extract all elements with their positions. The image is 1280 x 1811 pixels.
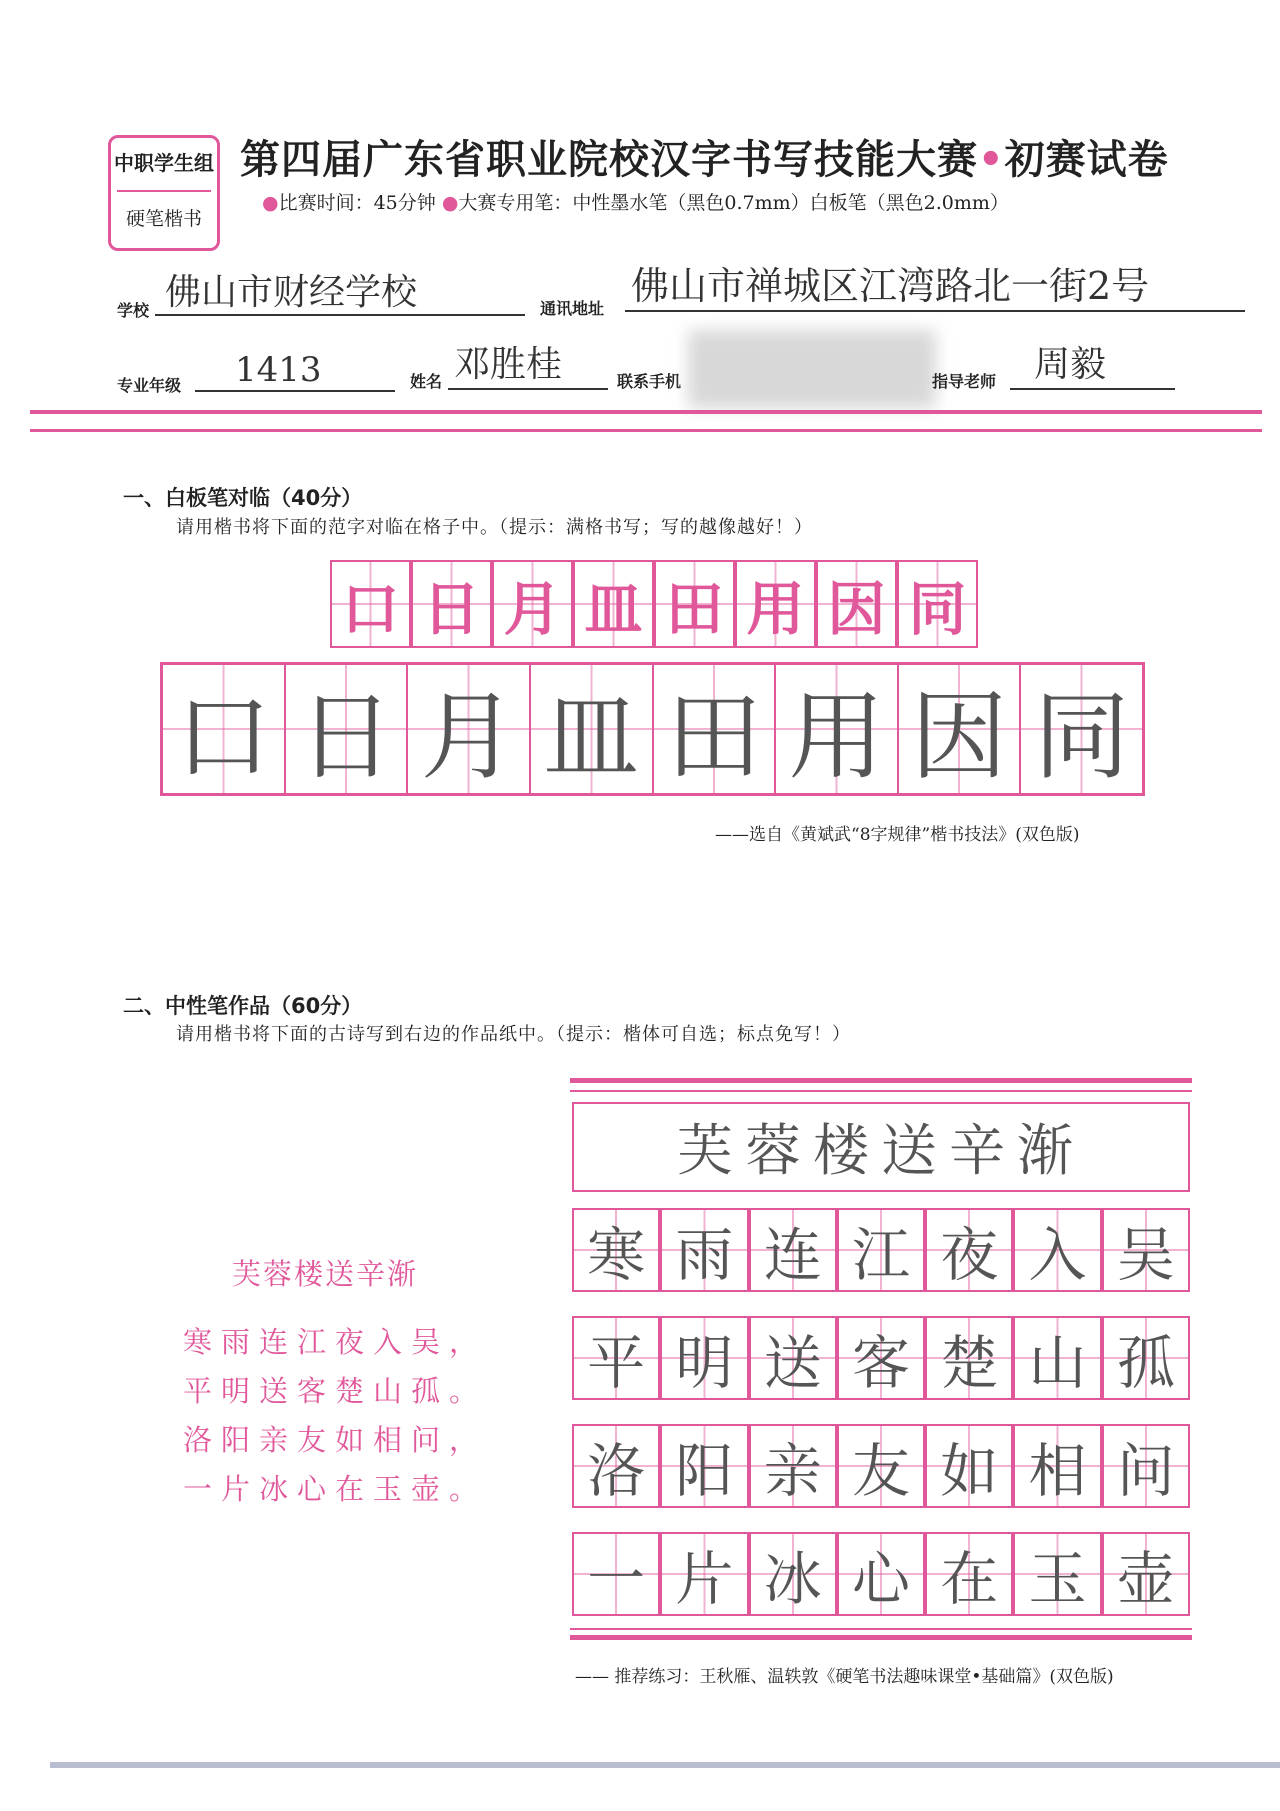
model-char: 月 bbox=[503, 575, 562, 643]
grade-label: 专业年级 bbox=[117, 376, 182, 395]
practice-cell[interactable] bbox=[775, 664, 898, 794]
work-grid-row bbox=[572, 1316, 1190, 1400]
grade-field[interactable] bbox=[195, 350, 395, 392]
work-char: 明 bbox=[675, 1329, 734, 1397]
work-cell[interactable] bbox=[749, 1316, 837, 1400]
work-char: 相 bbox=[1028, 1437, 1087, 1505]
model-char: 同 bbox=[908, 575, 967, 643]
work-cell[interactable] bbox=[925, 1532, 1013, 1616]
work-char: 山 bbox=[1028, 1329, 1087, 1397]
work-char: 友 bbox=[851, 1437, 910, 1505]
practice-char: 口 bbox=[175, 680, 272, 793]
school-label: 学校 bbox=[117, 301, 150, 320]
work-char: 一 bbox=[587, 1545, 646, 1613]
practice-char: 日 bbox=[297, 680, 394, 793]
practice-char: 月 bbox=[420, 680, 517, 793]
subtitle bbox=[262, 188, 1009, 215]
work-char: 送 bbox=[763, 1329, 822, 1397]
work-cell[interactable] bbox=[1013, 1532, 1101, 1616]
work-char: 连 bbox=[763, 1221, 822, 1289]
work-grid-row bbox=[572, 1532, 1190, 1616]
work-char: 在 bbox=[940, 1545, 999, 1613]
work-cell[interactable] bbox=[1102, 1208, 1190, 1292]
practice-cell[interactable] bbox=[1020, 664, 1143, 794]
teacher-label: 指导老师 bbox=[932, 372, 997, 391]
practice-cell[interactable] bbox=[530, 664, 653, 794]
model-char-cell bbox=[411, 560, 492, 648]
work-char: 冰 bbox=[763, 1545, 822, 1613]
model-char: 口 bbox=[341, 575, 400, 643]
section1-credit: ——选自《黄斌武“8字规律”楷书技法》(双色版) bbox=[715, 825, 1080, 845]
work-cell[interactable] bbox=[837, 1316, 925, 1400]
work-grid-row bbox=[572, 1208, 1190, 1292]
practice-char: 因 bbox=[911, 680, 1008, 793]
work-grid-row bbox=[572, 1424, 1190, 1508]
practice-char: 田 bbox=[665, 680, 762, 793]
practice-cell[interactable] bbox=[653, 664, 776, 794]
work-cell[interactable] bbox=[572, 1316, 660, 1400]
work-char: 吴 bbox=[1116, 1221, 1175, 1289]
model-char: 日 bbox=[422, 575, 481, 643]
subtitle-pens: 大赛专用笔：中性墨水笔（黑色0.7mm）白板笔（黑色2.0mm） bbox=[458, 192, 1009, 214]
model-characters-row bbox=[330, 560, 978, 648]
model-char-cell bbox=[654, 560, 735, 648]
section2-instruction: 请用楷书将下面的古诗写到右边的作品纸中。（提示：楷体可自选；标点免写！） bbox=[176, 1024, 851, 1045]
work-cell[interactable] bbox=[837, 1532, 925, 1616]
work-cell[interactable] bbox=[837, 1208, 925, 1292]
work-char: 楚 bbox=[940, 1329, 999, 1397]
work-char: 心 bbox=[851, 1545, 910, 1613]
teacher-value: 周毅 bbox=[1034, 344, 1107, 385]
footer-rule bbox=[50, 1762, 1280, 1768]
address-label: 通讯地址 bbox=[540, 299, 605, 318]
frame-top-bar-thin bbox=[570, 1090, 1192, 1092]
work-char: 孤 bbox=[1116, 1329, 1175, 1397]
frame-bottom-bar-thin bbox=[570, 1628, 1192, 1630]
section1-heading: 一、白板笔对临（40分） bbox=[123, 486, 363, 510]
school-field[interactable] bbox=[155, 272, 525, 316]
poem-title: 芙蓉楼送辛渐 bbox=[232, 1257, 419, 1291]
teacher-field[interactable] bbox=[1010, 342, 1175, 390]
work-cell[interactable] bbox=[837, 1424, 925, 1508]
address-field[interactable] bbox=[625, 262, 1245, 312]
work-char: 入 bbox=[1028, 1221, 1087, 1289]
category-badge bbox=[108, 135, 220, 251]
header-divider bbox=[30, 410, 1262, 414]
section2-credit: —— 推荐练习：王秋雁、温轶敦《硬笔书法趣味课堂•基础篇》(双色版) bbox=[575, 1667, 1114, 1687]
poem-line: 平明送客楚山孤。 bbox=[183, 1374, 488, 1408]
work-cell[interactable] bbox=[660, 1532, 748, 1616]
work-cell[interactable] bbox=[572, 1208, 660, 1292]
poem-line: 洛阳亲友如相问， bbox=[183, 1423, 488, 1457]
badge-divider bbox=[117, 190, 211, 192]
phone-field-redacted[interactable] bbox=[688, 330, 936, 408]
poem-line: 一片冰心在玉壶。 bbox=[183, 1472, 488, 1506]
practice-cell[interactable] bbox=[162, 664, 285, 794]
grade-value: 1413 bbox=[235, 350, 322, 390]
work-cell[interactable] bbox=[749, 1532, 837, 1616]
name-field[interactable] bbox=[448, 342, 608, 390]
work-cell[interactable] bbox=[749, 1208, 837, 1292]
work-cell[interactable] bbox=[1102, 1316, 1190, 1400]
page-title bbox=[240, 128, 1169, 185]
bullet-icon: ● bbox=[262, 192, 279, 214]
work-cell[interactable] bbox=[749, 1424, 837, 1508]
section2-heading: 二、中性笔作品（60分） bbox=[123, 994, 363, 1018]
practice-char: 皿 bbox=[543, 680, 640, 793]
work-cell[interactable] bbox=[1013, 1424, 1101, 1508]
work-char: 夜 bbox=[940, 1221, 999, 1289]
school-value: 佛山市财经学校 bbox=[165, 272, 418, 313]
work-cell[interactable] bbox=[1102, 1424, 1190, 1508]
work-cell[interactable] bbox=[1102, 1532, 1190, 1616]
work-char: 阳 bbox=[675, 1437, 734, 1505]
model-char-cell bbox=[330, 560, 411, 648]
name-label: 姓名 bbox=[410, 372, 443, 391]
work-title-box[interactable] bbox=[572, 1102, 1190, 1192]
header-divider-2 bbox=[30, 429, 1262, 432]
model-char-cell bbox=[816, 560, 897, 648]
bullet-icon: ● bbox=[441, 192, 459, 214]
practice-grid-row bbox=[160, 662, 1145, 796]
name-value: 邓胜桂 bbox=[454, 344, 563, 385]
address-value: 佛山市禅城区江湾路北一街2号 bbox=[631, 264, 1150, 308]
phone-label: 联系手机 bbox=[617, 372, 682, 391]
work-char: 问 bbox=[1116, 1437, 1175, 1505]
model-char-cell bbox=[735, 560, 816, 648]
model-char: 皿 bbox=[584, 575, 643, 643]
work-char: 洛 bbox=[587, 1437, 646, 1505]
work-cell[interactable] bbox=[925, 1208, 1013, 1292]
practice-char: 用 bbox=[788, 680, 885, 793]
model-char-cell bbox=[897, 560, 978, 648]
work-cell[interactable] bbox=[572, 1424, 660, 1508]
work-char: 玉 bbox=[1028, 1545, 1087, 1613]
work-cell[interactable] bbox=[1013, 1316, 1101, 1400]
model-char-cell bbox=[492, 560, 573, 648]
work-cell[interactable] bbox=[660, 1208, 748, 1292]
model-char: 因 bbox=[827, 575, 886, 643]
model-char-cell bbox=[573, 560, 654, 648]
practice-char: 同 bbox=[1033, 680, 1130, 793]
work-char: 客 bbox=[851, 1329, 910, 1397]
practice-cell[interactable] bbox=[898, 664, 1021, 794]
work-char: 如 bbox=[940, 1437, 999, 1505]
subtitle-time: 比赛时间：45分钟 bbox=[278, 192, 436, 214]
work-char: 雨 bbox=[675, 1221, 734, 1289]
work-cell[interactable] bbox=[1013, 1208, 1101, 1292]
work-title-text: 芙蓉楼送辛渐 bbox=[677, 1119, 1085, 1184]
section1-instruction: 请用楷书将下面的范字对临在格子中。（提示：满格书写；写的越像越好！） bbox=[176, 517, 813, 538]
work-char: 壶 bbox=[1116, 1545, 1175, 1613]
frame-top-bar bbox=[570, 1078, 1192, 1083]
work-cell[interactable] bbox=[660, 1424, 748, 1508]
model-char: 田 bbox=[665, 575, 724, 643]
work-char: 江 bbox=[851, 1221, 910, 1289]
work-cell[interactable] bbox=[925, 1316, 1013, 1400]
work-char: 亲 bbox=[763, 1437, 822, 1505]
badge-group-label: 中职学生组 bbox=[114, 151, 214, 175]
practice-cell[interactable] bbox=[285, 664, 408, 794]
work-cell[interactable] bbox=[572, 1532, 660, 1616]
work-char: 平 bbox=[587, 1329, 646, 1397]
work-cell[interactable] bbox=[925, 1424, 1013, 1508]
frame-bottom-bar bbox=[570, 1635, 1192, 1640]
practice-cell[interactable] bbox=[407, 664, 530, 794]
work-cell[interactable] bbox=[660, 1316, 748, 1400]
badge-style-label: 硬笔楷书 bbox=[125, 208, 202, 230]
poem-line: 寒雨连江夜入吴， bbox=[183, 1325, 488, 1359]
title-main: 第四届广东省职业院校汉字书写技能大赛 bbox=[240, 137, 978, 183]
work-char: 片 bbox=[675, 1545, 734, 1613]
model-char: 用 bbox=[746, 575, 805, 643]
title-suffix: 初赛试卷 bbox=[1004, 137, 1169, 183]
work-char: 寒 bbox=[587, 1221, 646, 1289]
title-dot: • bbox=[978, 137, 1005, 183]
